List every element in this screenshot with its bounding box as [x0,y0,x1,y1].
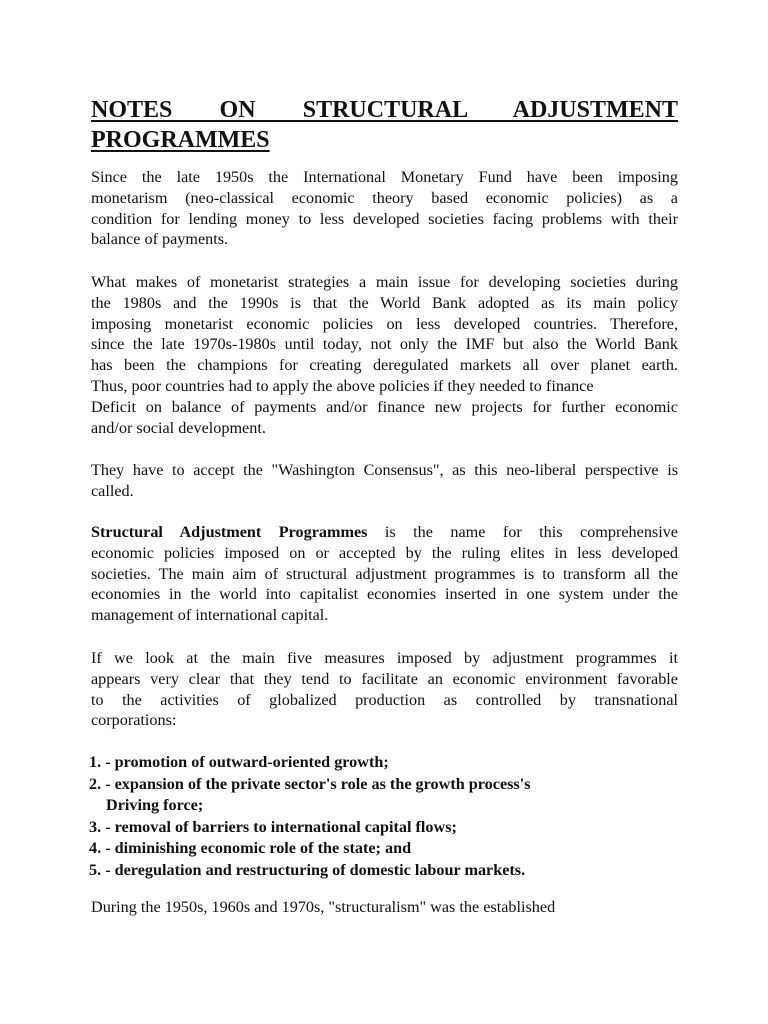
bold-term: Structural Adjustment Programmes [91,523,368,541]
text-fragment: is the name for this comprehensive [384,523,678,541]
text-line: Since the late 1950s the International Monetary Fund have been imposing [91,168,678,186]
text-line: monetarism (neo-classical economic theory based economic policies) as a [91,188,678,207]
title-line: PROGRAMMES [91,127,270,153]
paragraph-five-measures [91,648,678,731]
text-line: What makes of monetarist strategies a main issue for developing societies during [91,273,678,291]
text-line: During the 1950s, 1960s and 1970s, "structuralism" was the established [91,898,556,916]
text-line: They have to accept the "Washington Consensus", as this neo-liberal perspective is [91,461,678,479]
list-item: 1. - promotion of outward-oriented growth; [89,753,389,771]
paragraph-imf-monetarism [91,167,678,250]
text-line: If we look at the main five measures imposed by adjustment programmes it [91,649,678,667]
text-line: called. [91,481,134,500]
title-line: NOTES ON STRUCTURAL ADJUSTMENT [91,97,678,123]
text-line: balance of payments. [91,230,229,249]
text-line: Thus, poor countries had to apply the above policies if they needed to finance [91,376,594,395]
list-item: 3. - removal of barriers to international capital flows; [89,817,457,836]
text-line: management of international capital. [91,606,329,625]
paragraph-washington-consensus [91,460,678,502]
list-item: 2. - expansion of the private sector's role as the growth process's [89,774,531,793]
paragraph-structuralism [91,897,678,918]
document-title [91,95,678,155]
text-line: corporations: [91,711,177,730]
text-line: and/or social development. [91,418,266,437]
text-line [91,522,678,543]
list-item: 5. - deregulation and restructuring of domestic labour markets. [89,860,526,879]
paragraph-structural-adjustment [91,522,678,626]
text-line: economies in the world into capitalist economies inserted in one system under the [91,585,678,604]
text-line: economic policies imposed on or accepted by the ruling elites in less developed [91,543,678,562]
text-line: condition for lending money to less developed societies facing problems with their [91,209,678,228]
list-item: 4. - diminishing economic role of the state; and [89,839,412,858]
text-line: imposing monetarist economic policies on less developed countries. Therefore, [91,314,678,333]
text-line: societies. The main aim of structural adjustment programmes is to transform all the [91,564,678,583]
text-line: has been the champions for creating deregulated markets all over planet earth. [91,356,678,375]
paragraph-world-bank [91,272,678,438]
measures-list [89,752,679,882]
text-line: appears very clear that they tend to facilitate an economic environment favorable [91,669,678,688]
text-line: to the activities of globalized production as controlled by transnational [91,690,678,709]
text-line: since the late 1970s-1980s until today, not only the IMF but also the World Bank [91,335,678,354]
text-line: the 1980s and the 1990s is that the World Bank adopted as its main policy [91,293,678,312]
text-line: Deficit on balance of payments and/or finance new projects for further economic [91,397,678,416]
list-item-continuation: Driving force; [106,796,204,815]
